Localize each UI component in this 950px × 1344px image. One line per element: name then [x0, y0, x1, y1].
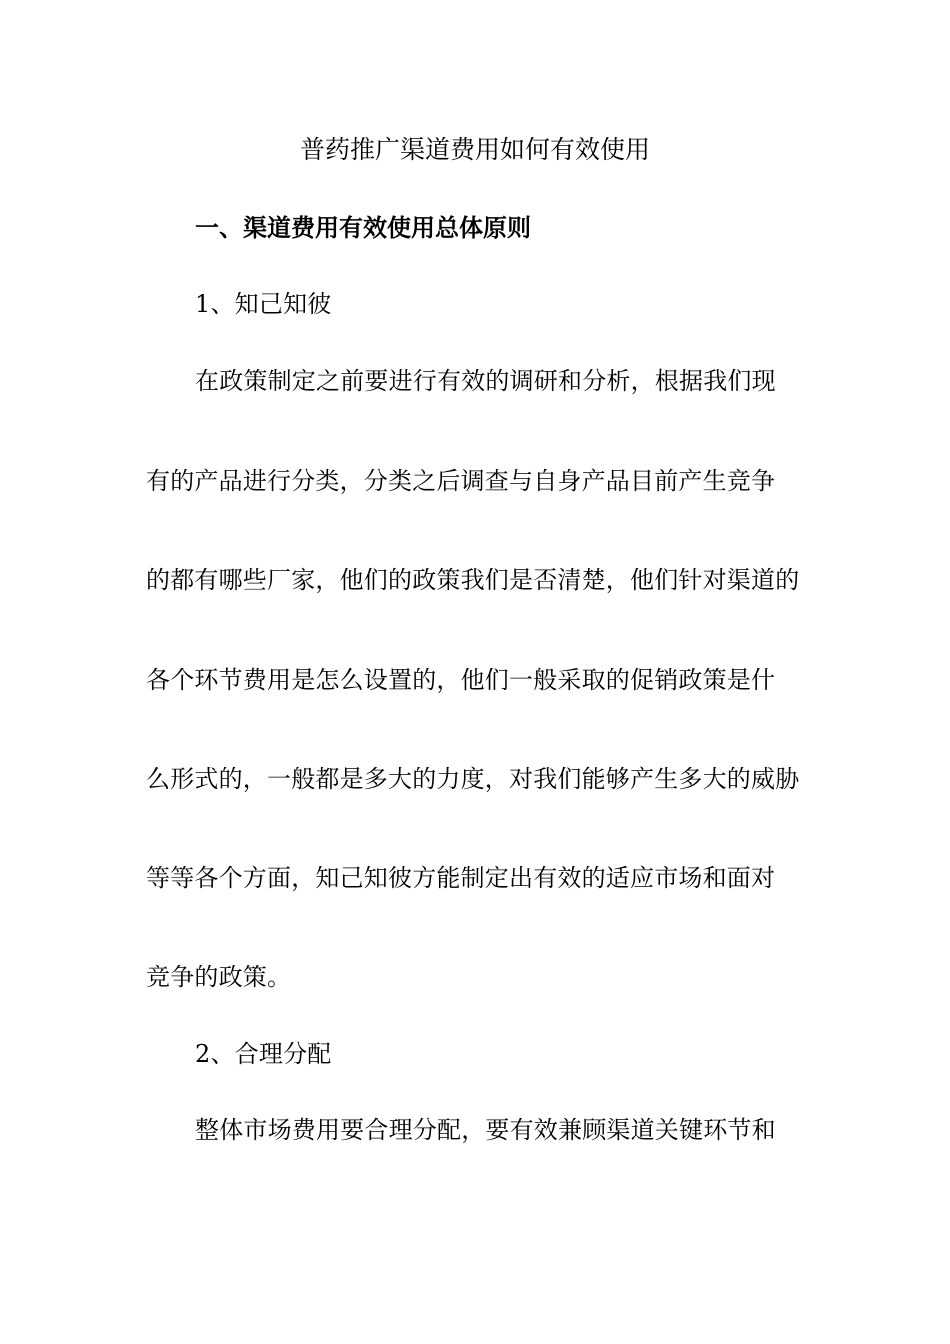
- paragraph-1-line: 有的产品进行分类，分类之后调查与自身产品目前产生竞争: [146, 467, 776, 495]
- section-heading: 一、渠道费用有效使用总体原则: [195, 214, 531, 242]
- document-title: 普药推广渠道费用如何有效使用: [299, 135, 650, 164]
- paragraph-1-line: 的都有哪些厂家，他们的政策我们是否清楚，他们针对渠道的: [146, 566, 800, 594]
- paragraph-1-line: 各个环节费用是怎么设置的，他们一般采取的促销政策是什: [146, 666, 776, 694]
- paragraph-1-line: 等等各个方面，知己知彼方能制定出有效的适应市场和面对: [146, 864, 776, 892]
- paragraph-1-line: 么形式的，一般都是多大的力度，对我们能够产生多大的威胁: [146, 765, 800, 793]
- item-heading-2: 2、合理分配: [195, 1040, 332, 1068]
- paragraph-1-line: 竞争的政策。: [146, 963, 292, 991]
- item-heading-1: 1、知己知彼: [195, 290, 332, 318]
- paragraph-1-line: 在政策制定之前要进行有效的调研和分析，根据我们现: [195, 367, 776, 395]
- paragraph-2-line: 整体市场费用要合理分配，要有效兼顾渠道关键环节和: [195, 1116, 776, 1144]
